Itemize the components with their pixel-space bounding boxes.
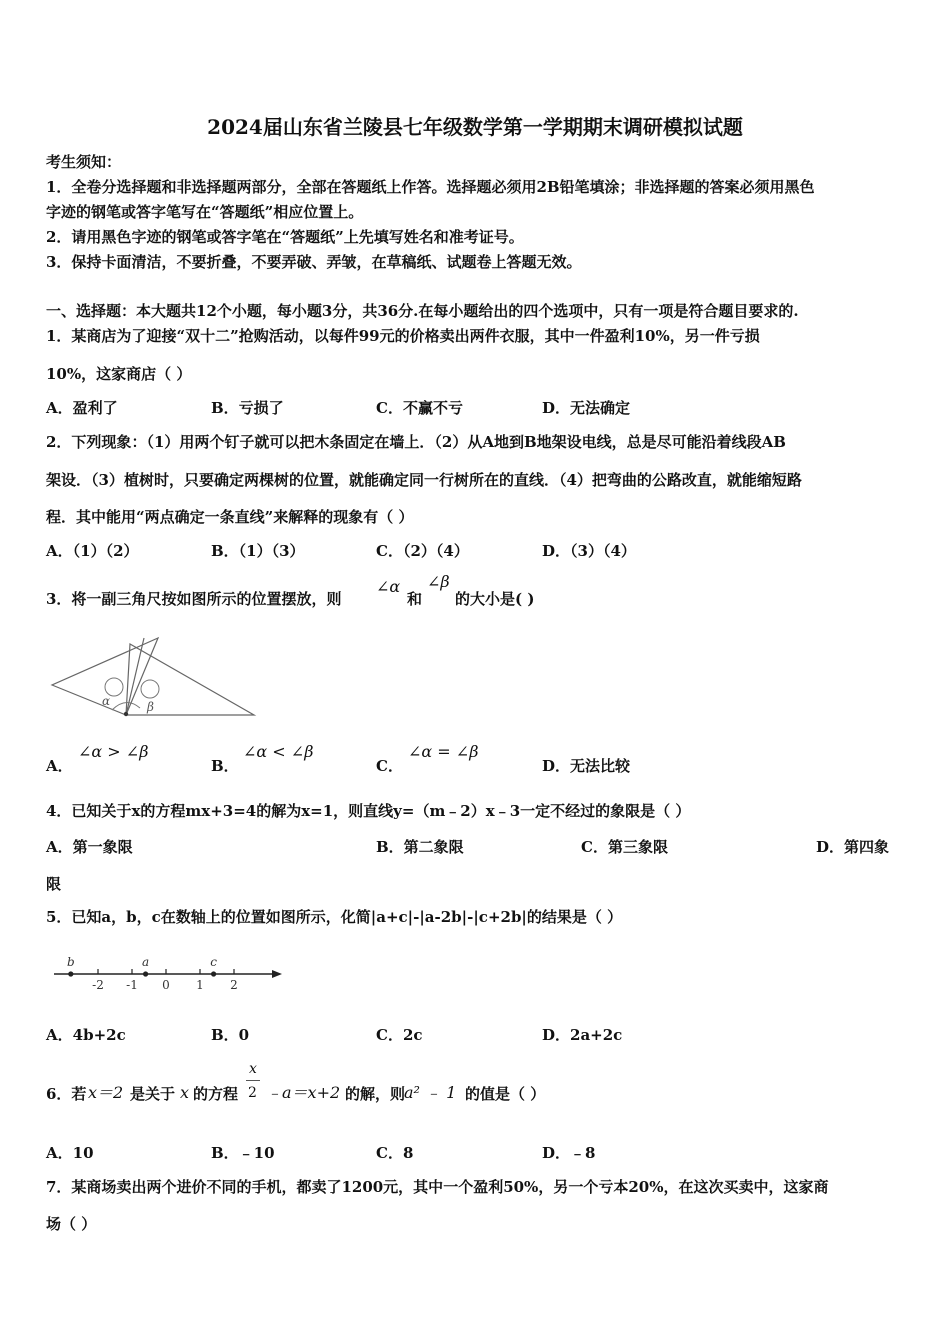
question-2-option-d: D．（3）（4） xyxy=(542,542,636,560)
notice-item: 1．全卷分选择题和非选择题两部分，全部在答题纸上作答。选择题必须用2B铅笔填涂；非选择题的答案必须用黑色 xyxy=(46,178,815,196)
question-1-option-d: D．无法确定 xyxy=(542,399,631,417)
axis-arrow xyxy=(272,970,282,978)
question-6-frac-den: 2 xyxy=(248,1085,257,1101)
question-7-text: 场（ ） xyxy=(46,1215,97,1233)
question-6-text: 是关于 xyxy=(130,1085,176,1103)
notice-item: 3．保持卡面清洁，不要折叠，不要弄破、弄皱，在草稿纸、试题卷上答题无效。 xyxy=(46,253,582,271)
question-5-text: 5．已知a，b，c在数轴上的位置如图所示，化简|a+c|-|a-2b|-|c+2b|的结果是（ ） xyxy=(46,908,623,926)
question-5-option-b: B．0 xyxy=(211,1026,250,1044)
question-2-text: 2．下列现象：（1）用两个钉子就可以把木条固定在墙上．（2）从A地到B地架设电线，总是尽可能沿着线段AB xyxy=(46,433,786,451)
axis-tick-label: 0 xyxy=(162,978,170,992)
question-6-text: 的方程 xyxy=(193,1085,239,1103)
question-2-option-c: C．（2）（4） xyxy=(376,542,469,560)
question-4-option-d: D．第四象 xyxy=(816,838,890,856)
question-6-frac-num: x xyxy=(249,1061,257,1077)
axis-tick-label: 1 xyxy=(196,978,204,992)
question-3-option-c: C． xyxy=(376,757,403,775)
notice-heading: 考生须知： xyxy=(46,153,122,171)
question-6-eq2: ﹣a＝x+2 xyxy=(266,1083,341,1102)
axis-tick-label: -2 xyxy=(92,978,104,992)
question-3-option-c-math: ∠α = ∠β xyxy=(408,742,479,761)
question-6-var: x xyxy=(180,1083,190,1102)
question-1-option-a: A．盈利了 xyxy=(46,399,118,417)
question-6-option-a: A．10 xyxy=(46,1144,94,1162)
axis-tick-label: 2 xyxy=(230,978,238,992)
question-2-option-b: B．（1）（3） xyxy=(211,542,305,560)
question-3-option-a: A． xyxy=(46,757,73,775)
question-1-text: 1．某商店为了迎接“双十二”抢购活动，以每件99元的价格卖出两件衣服，其中一件盈利10%，另一件亏损 xyxy=(46,327,760,345)
point-c xyxy=(211,971,216,976)
point-label-a: a xyxy=(142,955,150,969)
axis-tick-label: -1 xyxy=(126,978,138,992)
question-2-text: 架设．（3）植树时，只要确定两棵树的位置，就能确定同一行树所在的直线．（4）把弯曲的公路改直，就能缩短路 xyxy=(46,471,802,489)
question-1-option-b: B．亏损了 xyxy=(211,399,284,417)
question-2-text: 程．其中能用“两点确定一条直线”来解释的现象有（ ） xyxy=(46,508,414,526)
question-3-option-d: D．无法比较 xyxy=(542,757,631,775)
question-1-option-c: C．不赢不亏 xyxy=(376,399,463,417)
fig-alpha-label: α xyxy=(102,694,111,708)
question-6-eq1: x＝2 xyxy=(88,1083,124,1102)
notice-item: 2．请用黑色字迹的钢笔或答字笔在“答题纸”上先填写姓名和准考证号。 xyxy=(46,228,524,246)
page-title: 2024届山东省兰陵县七年级数学第一学期期末调研模拟试题 xyxy=(207,115,743,139)
triangle-right xyxy=(126,644,254,715)
question-3-text: 和 xyxy=(407,590,423,608)
question-2-option-a: A．（1）（2） xyxy=(46,542,139,560)
angle-beta: ∠β xyxy=(427,572,450,591)
point-label-b: b xyxy=(66,955,75,969)
question-6-option-b: B．﹣10 xyxy=(211,1144,275,1162)
number-line-figure xyxy=(50,950,290,995)
question-5-option-d: D．2a+2c xyxy=(542,1026,623,1044)
fraction-bar xyxy=(246,1080,260,1081)
point-b xyxy=(68,971,73,976)
question-6-option-c: C．8 xyxy=(376,1144,414,1162)
notice-item: 字迹的钢笔或答字笔写在“答题纸”相应位置上。 xyxy=(46,203,364,221)
question-6-option-d: D．﹣8 xyxy=(542,1144,596,1162)
question-5-option-a: A．4b+2c xyxy=(46,1026,126,1044)
question-3-option-b: B． xyxy=(211,757,239,775)
section-heading: 一、选择题：本大题共12个小题，每小题3分，共36分.在每小题给出的四个选项中，只有一项是符合题目要求的. xyxy=(46,302,799,320)
question-3-text: 的大小是( ) xyxy=(455,590,535,608)
question-3-option-a-math: ∠α > ∠β xyxy=(78,742,149,761)
angle-alpha: ∠α xyxy=(376,577,401,596)
question-6-expr: a² ﹣ 1 xyxy=(404,1083,457,1102)
question-3-text: 3．将一副三角尺按如图所示的位置摆放，则 xyxy=(46,590,342,608)
question-5-option-c: C．2c xyxy=(376,1026,423,1044)
question-4-option-c: C．第三象限 xyxy=(581,838,668,856)
vertex-point xyxy=(124,712,128,716)
question-7-text: 7．某商场卖出两个进价不同的手机，都卖了1200元，其中一个盈利50%，另一个亏本20%，在这次买卖中，这家商 xyxy=(46,1178,829,1196)
question-4-option-a: A．第一象限 xyxy=(46,838,133,856)
point-label-c: c xyxy=(210,955,217,969)
question-6-text: 的解，则 xyxy=(345,1085,406,1103)
point-a xyxy=(143,971,148,976)
question-3-option-b-math: ∠α < ∠β xyxy=(243,742,314,761)
question-4-option-b: B．第二象限 xyxy=(376,838,464,856)
question-4-wrap: 限 xyxy=(46,875,62,893)
question-6-text: 6．若 xyxy=(46,1085,87,1103)
triangle-figure xyxy=(46,630,266,730)
question-1-text: 10%，这家商店（ ） xyxy=(46,365,192,383)
question-6-text: 的值是（ ） xyxy=(465,1085,546,1103)
angle-circle xyxy=(141,680,159,698)
question-4-text: 4．已知关于x的方程mx+3=4的解为x=1，则直线y=（m﹣2）x﹣3一定不经过的象限是（ ） xyxy=(46,802,691,820)
fig-beta-label: β xyxy=(147,700,154,714)
